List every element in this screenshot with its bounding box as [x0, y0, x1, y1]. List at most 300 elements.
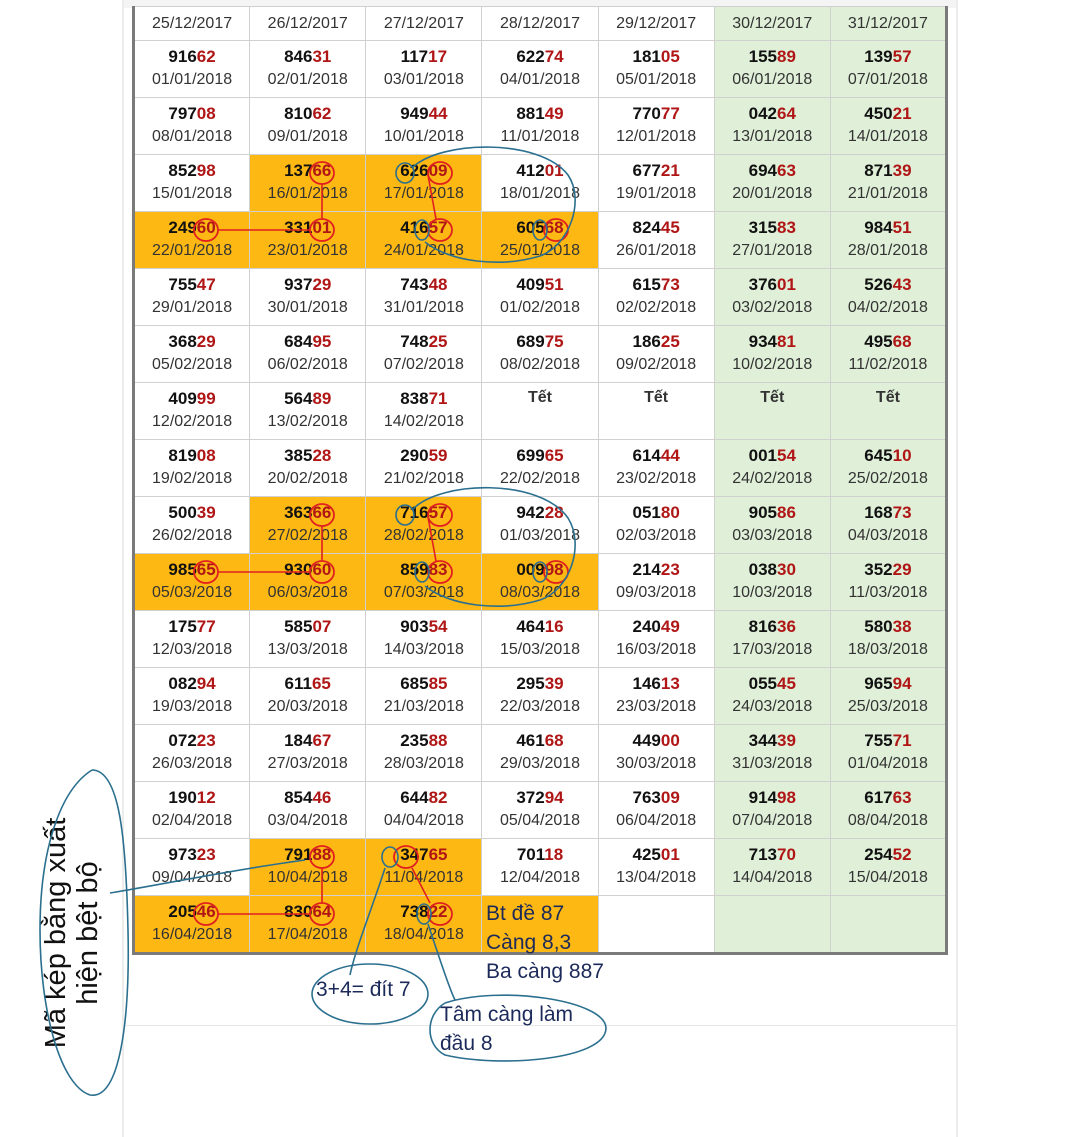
result-number [366, 389, 481, 409]
number-head: 930 [284, 560, 313, 579]
number-tail: 39 [777, 731, 796, 750]
result-date: 12/03/2018 [152, 641, 233, 658]
result-number [482, 104, 597, 124]
number-head: 973 [168, 845, 197, 864]
number-tail: 63 [777, 161, 796, 180]
result-cell [366, 839, 482, 896]
number-tail: 98 [777, 788, 796, 807]
result-date: 05/03/2018 [152, 584, 233, 601]
result-number [599, 218, 714, 238]
number-head: 871 [864, 161, 893, 180]
number-head: 347 [400, 845, 429, 864]
result-number [715, 104, 830, 124]
number-head: 816 [748, 617, 777, 636]
result-date: 12/02/2018 [152, 413, 233, 430]
result-date: 17/01/2018 [383, 185, 464, 202]
number-head: 409 [168, 389, 197, 408]
result-date: 04/01/2018 [499, 71, 581, 88]
table-row [134, 668, 947, 725]
result-number [482, 617, 597, 637]
number-tail: 68 [892, 332, 912, 351]
number-head: 249 [168, 218, 197, 237]
result-number [135, 389, 249, 409]
number-tail: 54 [428, 617, 448, 636]
result-number [135, 104, 249, 124]
result-cell [134, 668, 250, 725]
result-number [250, 389, 365, 409]
result-date: 19/02/2018 [152, 470, 233, 487]
number-head: 699 [516, 446, 545, 465]
result-cell [830, 725, 946, 782]
number-tail: 65 [544, 446, 564, 465]
result-number [831, 275, 945, 295]
number-tail: 82 [428, 788, 448, 807]
number-tail: 73 [892, 503, 912, 522]
result-number [366, 788, 481, 808]
number-head: 689 [516, 332, 545, 351]
result-cell [250, 326, 366, 383]
result-date: 14/01/2018 [847, 128, 928, 145]
result-date: 13/01/2018 [732, 128, 813, 145]
result-number [715, 503, 830, 523]
result-number [831, 161, 945, 181]
result-cell [134, 611, 250, 668]
result-cell [250, 782, 366, 839]
left-note-line-2: hiện bệt bộ [72, 861, 104, 1005]
result-number [715, 275, 830, 295]
result-cell [598, 440, 714, 497]
number-tail: 98 [544, 560, 564, 579]
result-number [250, 617, 365, 637]
number-head: 770 [632, 104, 661, 123]
result-cell [482, 98, 598, 155]
number-head: 819 [168, 446, 197, 465]
result-date: 07/03/2018 [383, 584, 464, 601]
number-head: 425 [632, 845, 661, 864]
result-number [135, 617, 249, 637]
result-cell [366, 326, 482, 383]
result-number [482, 845, 597, 865]
number-tail: 86 [777, 503, 796, 522]
result-date: 07/04/2018 [732, 812, 813, 829]
result-number [482, 47, 597, 67]
empty-cell [598, 896, 714, 954]
result-cell [598, 839, 714, 896]
result-cell [714, 668, 830, 725]
table-row [134, 98, 947, 155]
result-number [715, 845, 830, 865]
result-number [135, 902, 249, 922]
result-cell [598, 611, 714, 668]
result-date: 15/04/2018 [847, 869, 928, 886]
result-date: 14/02/2018 [383, 413, 464, 430]
result-number [599, 446, 714, 466]
table-row [134, 41, 947, 98]
left-note-line-1: Mã kép bằng xuất [40, 817, 72, 1049]
result-number [482, 674, 597, 694]
number-head: 985 [168, 560, 197, 579]
result-date: 24/03/2018 [732, 698, 813, 715]
result-number [250, 503, 365, 523]
number-head: 315 [748, 218, 777, 237]
result-date: 30/01/2018 [267, 299, 348, 316]
result-cell [482, 326, 598, 383]
result-date: 28/01/2018 [847, 242, 928, 259]
result-number [250, 332, 365, 352]
number-head: 797 [168, 104, 197, 123]
result-cell [830, 155, 946, 212]
result-number [366, 332, 481, 352]
header-date-cell [366, 7, 482, 41]
header-date-cell [482, 7, 598, 41]
result-number [482, 446, 597, 466]
header-date-cell [134, 7, 250, 41]
result-cell [714, 554, 830, 611]
number-tail: 57 [428, 218, 448, 237]
result-date: 02/01/2018 [267, 71, 348, 88]
result-date: 20/02/2018 [267, 470, 348, 487]
number-head: 500 [168, 503, 197, 522]
result-date: 02/02/2018 [616, 299, 697, 316]
result-number [715, 446, 830, 466]
result-date: 29/12/2017 [616, 15, 697, 32]
result-date: 03/02/2018 [732, 299, 813, 316]
lottery-results-table [132, 6, 948, 955]
result-date: 31/03/2018 [732, 755, 813, 772]
result-cell [482, 155, 598, 212]
result-cell [482, 611, 598, 668]
table-row [134, 782, 947, 839]
holiday-label: Tết [760, 389, 785, 406]
number-tail: 31 [312, 47, 332, 66]
number-tail: 05 [660, 47, 680, 66]
result-cell [830, 269, 946, 326]
number-tail: 83 [777, 218, 796, 237]
result-cell [482, 554, 598, 611]
result-date: 09/02/2018 [616, 356, 697, 373]
result-number [831, 788, 945, 808]
number-head: 184 [284, 731, 313, 750]
result-number [599, 275, 714, 295]
table-row [134, 440, 947, 497]
page-edge-right [956, 0, 958, 1137]
result-cell [598, 212, 714, 269]
result-number [831, 731, 945, 751]
result-cell [714, 839, 830, 896]
result-cell [598, 725, 714, 782]
result-number [831, 104, 945, 124]
number-head: 645 [864, 446, 893, 465]
number-head: 564 [284, 389, 313, 408]
number-head: 791 [284, 845, 313, 864]
result-number [366, 446, 481, 466]
result-cell [714, 440, 830, 497]
result-cell [134, 782, 250, 839]
number-tail: 89 [312, 389, 332, 408]
result-cell [366, 440, 482, 497]
number-head: 409 [516, 275, 545, 294]
number-tail: 52 [892, 845, 912, 864]
result-cell [714, 497, 830, 554]
number-tail: 89 [777, 47, 796, 66]
number-tail: 68 [544, 731, 564, 750]
number-tail: 23 [196, 731, 216, 750]
result-number [715, 674, 830, 694]
result-cell [598, 155, 714, 212]
number-tail: 94 [892, 674, 912, 693]
result-number [250, 674, 365, 694]
number-tail: 39 [544, 674, 564, 693]
number-head: 181 [632, 47, 661, 66]
header-date-row [134, 7, 947, 41]
result-number [366, 617, 481, 637]
result-cell [830, 212, 946, 269]
result-date: 06/02/2018 [267, 356, 348, 373]
result-cell [134, 155, 250, 212]
result-cell [830, 611, 946, 668]
empty-cell [830, 896, 946, 954]
result-number [250, 104, 365, 124]
number-head: 190 [168, 788, 197, 807]
number-head: 580 [864, 617, 893, 636]
result-date: 09/04/2018 [152, 869, 233, 886]
result-cell [830, 98, 946, 155]
result-cell [482, 212, 598, 269]
result-date: 20/03/2018 [267, 698, 348, 715]
result-date: 22/03/2018 [499, 698, 581, 715]
result-number [366, 731, 481, 751]
result-date: 14/03/2018 [383, 641, 464, 658]
result-date: 04/02/2018 [847, 299, 928, 316]
result-number [135, 845, 249, 865]
result-cell [366, 554, 482, 611]
result-date: 15/01/2018 [152, 185, 233, 202]
number-tail: 65 [311, 674, 331, 693]
result-date: 28/03/2018 [383, 755, 464, 772]
number-head: 755 [168, 275, 197, 294]
number-head: 585 [284, 617, 313, 636]
number-head: 611 [284, 674, 312, 693]
result-cell [250, 41, 366, 98]
result-date: 27/03/2018 [267, 755, 348, 772]
result-date: 03/01/2018 [383, 71, 464, 88]
result-date: 30/03/2018 [616, 755, 697, 772]
result-cell [366, 782, 482, 839]
result-number [482, 161, 597, 181]
number-head: 914 [748, 788, 777, 807]
number-head: 464 [516, 617, 545, 636]
result-cell [714, 212, 830, 269]
number-tail: 99 [196, 389, 216, 408]
number-tail: 62 [196, 47, 216, 66]
number-head: 055 [748, 674, 777, 693]
number-head: 824 [632, 218, 661, 237]
number-head: 042 [748, 104, 777, 123]
number-tail: 43 [892, 275, 912, 294]
result-cell [250, 383, 366, 440]
result-cell [598, 782, 714, 839]
result-date: 31/01/2018 [383, 299, 464, 316]
result-date: 08/02/2018 [499, 356, 581, 373]
result-cell [366, 41, 482, 98]
result-number [366, 845, 481, 865]
result-cell [830, 497, 946, 554]
result-number [482, 332, 597, 352]
number-head: 755 [864, 731, 893, 750]
number-tail: 12 [196, 788, 216, 807]
result-date: 16/04/2018 [152, 926, 233, 943]
result-number [135, 47, 249, 67]
result-cell [830, 554, 946, 611]
number-tail: 23 [196, 845, 216, 864]
result-cell [250, 440, 366, 497]
result-date: 27/12/2017 [383, 15, 464, 32]
result-cell [134, 326, 250, 383]
number-tail: 66 [312, 161, 332, 180]
number-tail: 44 [660, 446, 680, 465]
table-row [134, 725, 947, 782]
number-tail: 23 [660, 560, 680, 579]
result-number [135, 731, 249, 751]
result-date: 28/02/2018 [383, 527, 464, 544]
empty-cell [714, 896, 830, 954]
result-cell [250, 896, 366, 954]
result-number [250, 446, 365, 466]
number-head: 694 [748, 161, 777, 180]
number-tail: 29 [312, 275, 332, 294]
number-head: 205 [168, 902, 197, 921]
result-date: 30/12/2017 [732, 15, 813, 32]
number-tail: 80 [660, 503, 680, 522]
number-head: 713 [748, 845, 777, 864]
number-head: 495 [864, 332, 893, 351]
result-number [135, 161, 249, 181]
result-date: 27/02/2018 [267, 527, 348, 544]
number-head: 685 [400, 674, 429, 693]
number-head: 859 [400, 560, 429, 579]
result-date: 12/01/2018 [616, 128, 697, 145]
number-head: 363 [284, 503, 313, 522]
number-head: 810 [284, 104, 313, 123]
result-date: 19/03/2018 [152, 698, 233, 715]
result-date: 14/04/2018 [732, 869, 813, 886]
result-number [599, 674, 714, 694]
result-date: 10/04/2018 [267, 869, 348, 886]
result-number [831, 218, 945, 238]
head-note [440, 1000, 573, 1058]
result-date: 26/01/2018 [616, 242, 697, 259]
result-cell [366, 725, 482, 782]
number-head: 290 [400, 446, 429, 465]
prediction-note [486, 899, 604, 986]
number-tail: 30 [777, 560, 796, 579]
result-number [715, 560, 830, 580]
result-date: 05/01/2018 [616, 71, 697, 88]
number-head: 830 [284, 902, 313, 921]
result-date: 04/04/2018 [383, 812, 464, 829]
number-tail: 28 [544, 503, 564, 522]
result-cell [714, 41, 830, 98]
result-cell [134, 269, 250, 326]
prediction-line-1: Bt đề 87 [486, 902, 565, 925]
result-number [599, 332, 714, 352]
number-tail: 65 [196, 560, 216, 579]
result-cell [366, 611, 482, 668]
number-tail: 46 [196, 902, 216, 921]
result-date: 04/03/2018 [847, 527, 928, 544]
number-head: 738 [400, 902, 429, 921]
number-head: 605 [516, 218, 545, 237]
result-date: 25/03/2018 [847, 698, 928, 715]
result-cell [366, 212, 482, 269]
result-date: 02/04/2018 [152, 812, 233, 829]
number-head: 984 [864, 218, 893, 237]
result-cell [366, 98, 482, 155]
result-date: 18/04/2018 [383, 926, 464, 943]
number-head: 461 [516, 731, 545, 750]
result-number [482, 503, 597, 523]
result-date: 23/03/2018 [616, 698, 697, 715]
result-cell [714, 269, 830, 326]
result-cell [830, 383, 946, 440]
number-head: 295 [516, 674, 545, 693]
number-tail: 60 [312, 560, 332, 579]
number-head: 684 [284, 332, 313, 351]
number-head: 186 [632, 332, 661, 351]
number-tail: 08 [196, 104, 216, 123]
result-number [599, 731, 714, 751]
number-tail: 21 [892, 104, 912, 123]
number-tail: 71 [428, 389, 448, 408]
head-note-line-2: đầu 8 [440, 1032, 493, 1055]
number-head: 009 [516, 560, 545, 579]
number-tail: 60 [196, 218, 216, 237]
number-tail: 49 [660, 617, 680, 636]
table-row [134, 497, 947, 554]
result-date: 22/01/2018 [152, 242, 233, 259]
number-head: 235 [400, 731, 429, 750]
number-head: 854 [284, 788, 313, 807]
result-number [599, 560, 714, 580]
number-head: 412 [516, 161, 545, 180]
result-cell [830, 839, 946, 896]
number-tail: 81 [777, 332, 796, 351]
result-cell [482, 725, 598, 782]
left-rotated-note [40, 778, 104, 1088]
result-number [831, 503, 945, 523]
result-number [366, 275, 481, 295]
number-tail: 01 [544, 161, 564, 180]
number-head: 051 [632, 503, 661, 522]
result-cell [134, 41, 250, 98]
number-head: 748 [400, 332, 429, 351]
result-date: 02/03/2018 [616, 527, 697, 544]
result-date: 12/04/2018 [499, 869, 581, 886]
result-cell [598, 41, 714, 98]
result-date: 11/01/2018 [500, 128, 580, 145]
number-head: 622 [516, 47, 545, 66]
result-date: 09/03/2018 [616, 584, 697, 601]
result-cell [134, 554, 250, 611]
number-tail: 94 [196, 674, 216, 693]
result-cell [250, 269, 366, 326]
result-date: 07/02/2018 [383, 356, 464, 373]
result-number [135, 332, 249, 352]
number-tail: 07 [312, 617, 332, 636]
number-head: 916 [168, 47, 197, 66]
number-tail: 10 [892, 446, 912, 465]
result-number [715, 788, 830, 808]
